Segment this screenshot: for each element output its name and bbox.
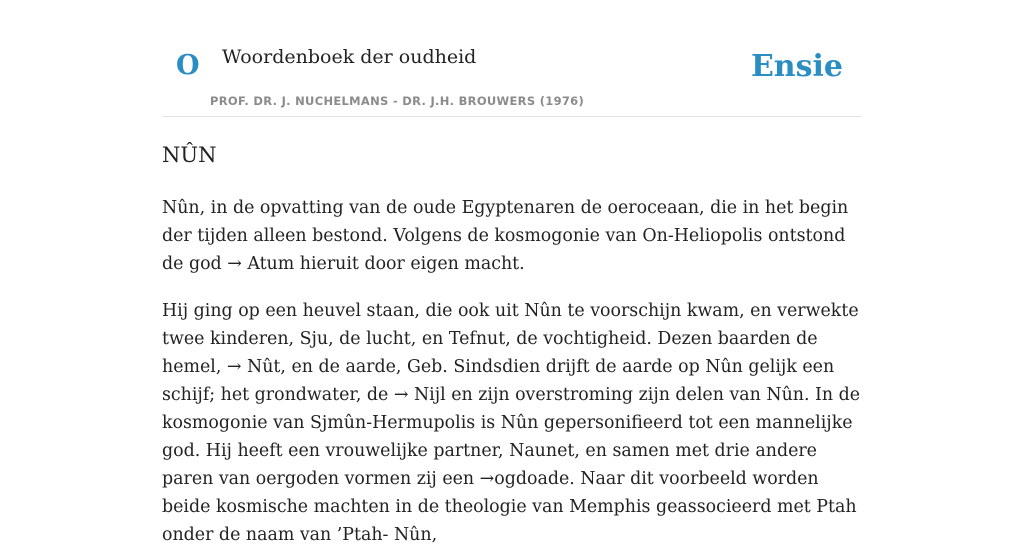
brand-logo[interactable]: Ensie (750, 49, 843, 84)
paragraph-text: . Naar dit voorbeeld worden beide kosmische machten in de theologie van Memphis geassocieerd met Ptah onder de naam van ’Ptah- Nûn, (162, 469, 857, 546)
cross-reference-link[interactable]: →ogdoade (479, 469, 570, 490)
book-authors: PROF. DR. J. NUCHELMANS - DR. J.H. BROUWERS (1976) (210, 94, 585, 108)
book-title[interactable]: Woordenboek der oudheid (222, 46, 477, 68)
entry-paragraph (162, 297, 862, 549)
paragraph-text: en zijn overstroming zijn delen van Nûn. In de kosmogonie van Sjmûn-Hermupolis is Nûn gepersonifieerd tot een mannelijke god. Hij heeft een vrouwelijke partner, Naunet, en samen met drie andere paren van oergoden vormen zij een (162, 385, 861, 490)
page (162, 0, 862, 549)
paragraph-text: , en de aarde, Geb. Sindsdien drijft de aarde op Nûn gelijk een schijf; het grondwater, de (162, 357, 835, 406)
header (162, 0, 862, 117)
entry-paragraph (162, 194, 862, 278)
cross-reference-link[interactable]: → Nijl (393, 385, 446, 406)
entry-title: NÛN (162, 143, 217, 167)
paragraph-text: hieruit door eigen macht. (294, 254, 525, 275)
paragraph-text: Hij ging op een heuvel staan, die ook uit Nûn te voorschijn kwam, en verwekte twee kinderen, Sju, de lucht, en Tefnut, de vochtigheid. Dezen baarden de hemel, (162, 301, 859, 378)
paragraph-text: Nûn, in de opvatting van de oude Egyptenaren de oeroceaan, die in het begin der tijden alleen bestond. Volgens de kosmogonie van On-Heliopolis ontstond de god (162, 198, 849, 275)
cross-reference-link[interactable]: → Nût (226, 357, 281, 378)
cross-reference-link[interactable]: → Atum (227, 254, 295, 275)
publisher-logo[interactable]: O (176, 50, 200, 81)
entry-body (162, 194, 862, 549)
